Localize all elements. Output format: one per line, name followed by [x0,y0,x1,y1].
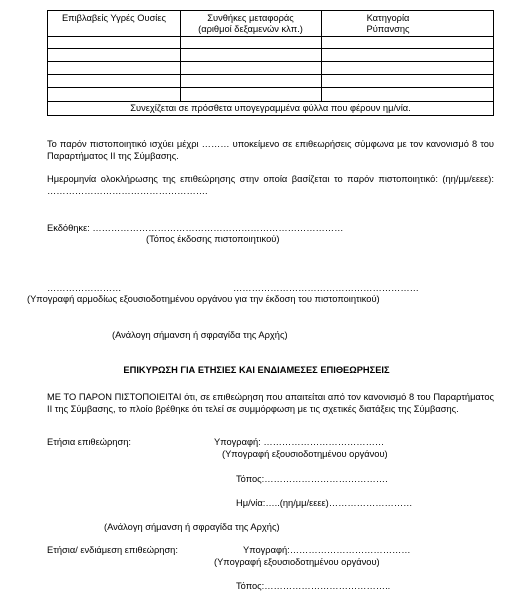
issued-place-line: Εκδόθηκε: ……………………………………………………………………… [47,223,344,233]
intermediate-place-line: Τόπος:………………………………….. [236,581,391,591]
intermediate-signature-line: Υπογραφή:………………………………… [243,545,411,555]
intermediate-signature-caption: (Υπογραφή εξουσιοδοτημένου οργάνου) [214,557,380,567]
table-header-category-line2: Ρύπανσης [366,24,410,35]
table-header-transport-line1: Συνθήκες μεταφοράς [207,13,294,23]
table-header-category-line1: Κατηγορία [366,13,410,23]
table-row-divider [48,74,493,75]
annual-inspection-label: Ετήσια επιθεώρηση: [47,437,131,447]
annual-signature-caption: (Υπογραφή εξουσιοδοτημένου οργάνου) [222,449,388,459]
annual-place-line: Τόπος:…………………………………. [236,474,388,484]
authority-seal-note-2: (Ανάλογη σήμανση ή σφραγίδα της Αρχής) [104,522,280,532]
table-row-divider [48,87,493,88]
table-row-divider [48,48,493,49]
table-header-transport-line2: (αριθμοί δεξαμενών κλπ.) [198,24,303,35]
endorsement-heading: ΕΠΙΚΥΡΩΣΗ ΓΙΑ ΕΤΗΣΙΕΣ ΚΑΙ ΕΝΔΙΑΜΕΣΕΣ ΕΠΙΘΕΩΡΗΣΕΙΣ [123,365,390,375]
issue-date-dots: …………………… [47,283,122,293]
table-row-divider [48,61,493,62]
issue-signature-caption: (Υπογραφή αρμοδίως εξουσιοδοτημένου οργάνου για την έκδοση του πιστοποιητικού) [27,294,380,304]
issued-place-caption: (Τόπος έκδοσης πιστοποιητικού) [146,234,280,244]
intermediate-inspection-label: Ετήσια/ ενδιάμεση επιθεώρηση: [47,545,178,555]
table-header-category [321,13,455,35]
table-header-transport [180,13,321,35]
substances-table [47,10,494,116]
endorsement-paragraph: ΜΕ ΤΟ ΠΑΡΟΝ ΠΙΣΤΟΠΟΙΕΙΤΑΙ ότι, σε επιθεώρηση που απαιτείται από τον κανονισμό 8 του Παραρτήματος ΙΙ της Σύμβασης, το πλοίο βρέθηκε ότι τελεί σε συμμόρφωση με τις σχετικές διατάξεις της Σύμβασης. [47,392,494,415]
annual-signature-line: Υπογραφή: ………………………………… [214,437,385,447]
issue-signature-dots: …………………………………………………… [233,283,419,293]
table-row-divider [48,36,493,37]
table-footnote: Συνεχίζεται σε πρόσθετα υπογεγραμμένα φύλλα που φέρουν ημ/νία. [130,103,411,113]
validity-paragraph: Το παρόν πιστοποιητικό ισχύει μέχρι ……… υποκείμενο σε επιθεωρήσεις σύμφωνα με τον κανονισμό 8 του Παραρτήματος ΙΙ της Σύμβασης. [47,139,494,162]
completion-paragraph: Ημερομηνία ολοκλήρωσης της επιθεώρησης στην οποία βασίζεται το παρόν πιστοποιητικό: (ηη/μμ/εεεε): ……………………………………………. [47,174,494,197]
authority-seal-note: (Ανάλογη σήμανση ή σφραγίδα της Αρχής) [112,330,288,340]
table-row-divider [48,101,493,102]
table-header-substances: Επιβλαβείς Υγρές Ουσίες [61,13,166,23]
annual-date-line: Ημ/νία:…..(ηη/μμ/εεεε)……………………… [236,498,413,508]
